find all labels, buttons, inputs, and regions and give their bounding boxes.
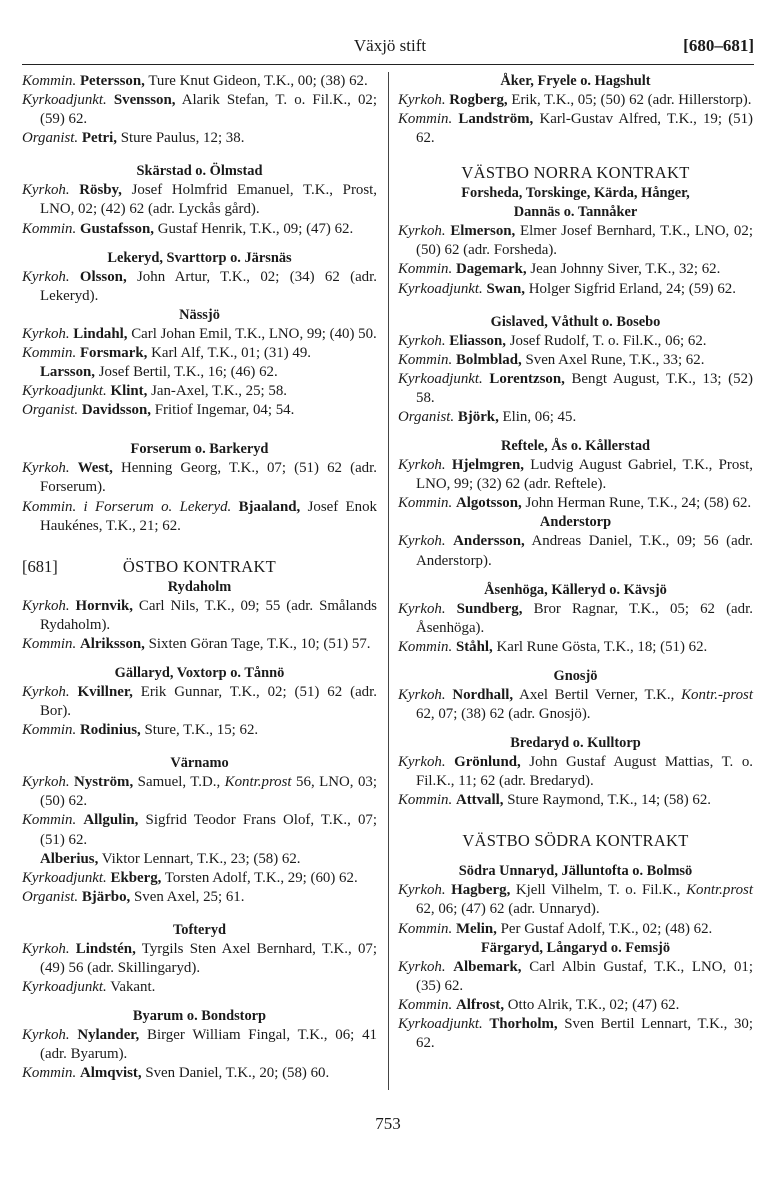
entry: Kommin. Melin, Per Gustaf Adolf, T.K., 02; (48) 62.: [398, 920, 713, 937]
entry: Organist. Petri, Sture Paulus, 12; 38.: [22, 130, 245, 147]
entry: Kyrkoadjunkt. Svensson, Alarik Stefan, T. o. Fil.K., 02; (59) 62.: [22, 92, 377, 128]
entry: Kyrkoh. West, Henning Georg, T.K., 07; (51) 62 (adr. Forserum).: [22, 460, 377, 496]
entry: Kyrkoadjunkt. Klint, Jan-Axel, T.K., 25; 58.: [22, 383, 288, 400]
deanery-heading: [22, 556, 377, 578]
deanery-title: ÖSTBO KONTRAKT: [122, 556, 277, 576]
entry: Kommin. Ståhl, Karl Rune Gösta, T.K., 18; (51) 62.: [398, 638, 708, 655]
entry: Kommin. Attvall, Sture Raymond, T.K., 14; (58) 62.: [398, 792, 711, 809]
parish-heading: Skärstad o. Ölmstad: [136, 163, 263, 180]
entry: Kyrkoh. Nyström, Samuel, T.D., Kontr.prost 56, LNO, 03; (50) 62.: [22, 774, 377, 810]
parish-heading: Byarum o. Bondstorp: [132, 1008, 267, 1025]
parish-heading: Forsheda, Torskinge, Kärda, Hånger,: [461, 185, 690, 202]
parish-heading: Bredaryd o. Kulltorp: [510, 735, 641, 752]
entry: Kommin. Gustafsson, Gustaf Henrik, T.K., 09; (47) 62.: [22, 220, 354, 237]
entry: Larsson, Josef Bertil, T.K., 16; (46) 62.: [40, 364, 278, 381]
entry: Kommin. Dagemark, Jean Johnny Siver, T.K., 32; 62.: [398, 261, 721, 278]
parish-heading: Värnamo: [170, 755, 229, 772]
entry: Kyrkoadjunkt. Ekberg, Torsten Adolf, T.K., 29; (60) 62.: [22, 869, 358, 886]
entry: Kommin. Bolmblad, Sven Axel Rune, T.K., 33; 62.: [398, 351, 705, 368]
entry: Kyrkoh. Lindahl, Carl Johan Emil, T.K., LNO, 99; (40) 50.: [22, 325, 377, 342]
entry: Kommin. Algotsson, John Herman Rune, T.K., 24; (58) 62.: [398, 495, 752, 512]
entry: Kyrkoh. Rösby, Josef Holmfrid Emanuel, T.K., Prost, LNO, 02; (42) 62 (adr. Lyckås gård).: [22, 182, 377, 218]
entry: Kyrkoadjunkt. Vakant.: [22, 979, 156, 996]
parish-heading: Södra Unnaryd, Jälluntofta o. Bolmsö: [458, 863, 693, 880]
entry: Kyrkoh. Elmerson, Elmer Josef Bernhard, T.K., LNO, 02; (50) 62 (adr. Forsheda).: [398, 223, 753, 259]
running-header-title: Växjö stift: [353, 36, 427, 55]
column-divider: [388, 72, 389, 1090]
entry: Kommin. Rodinius, Sture, T.K., 15; 62.: [22, 722, 259, 739]
entry: Kyrkoh. Lindstén, Tyrgils Sten Axel Bernhard, T.K., 07; (49) 56 (adr. Skillingaryd).: [22, 940, 377, 976]
entry: Kommin. Landström, Karl-Gustav Alfred, T.K., 19; (51) 62.: [398, 111, 753, 147]
entry: Kommin. Alfrost, Otto Alrik, T.K., 02; (47) 62.: [398, 996, 680, 1013]
deanery-title: VÄSTBO SÖDRA KONTRAKT: [462, 831, 689, 851]
parish-heading: Anderstorp: [539, 514, 612, 531]
entry: Kyrkoh. Hjelmgren, Ludvig August Gabriel, T.K., Prost, LNO, 99; (32) 62 (adr. Reftele).: [398, 457, 753, 493]
parish-heading: Dannäs o. Tannåker: [513, 204, 638, 221]
entry: Kommin. Forsmark, Karl Alf, T.K., 01; (31) 49.: [22, 344, 312, 361]
parish-heading: Forserum o. Barkeryd: [130, 441, 269, 458]
entry: Kommin. i Forserum o. Lekeryd. Bjaaland, Josef Enok Haukénes, T.K., 21; 62.: [22, 498, 377, 534]
entry: Kommin. Almqvist, Sven Daniel, T.K., 20; (58) 60.: [22, 1065, 330, 1082]
entry: Kyrkoh. Albemark, Carl Albin Gustaf, T.K., LNO, 01; (35) 62.: [398, 958, 753, 994]
parish-heading: Reftele, Ås o. Kållerstad: [500, 438, 651, 455]
entry: Kyrkoh. Hagberg, Kjell Vilhelm, T. o. Fil.K., Kontr.prost 62, 06; (47) 62 (adr. Unnaryd).: [398, 882, 753, 918]
parish-heading: Tofteryd: [172, 921, 227, 938]
entry: Kommin. Petersson, Ture Knut Gideon, T.K., 00; (38) 62.: [22, 73, 368, 89]
left-column: [22, 72, 377, 1083]
entry: Kyrkoadjunkt. Swan, Holger Sigfrid Erland, 24; (59) 62.: [398, 280, 736, 297]
header-rule: [22, 64, 754, 65]
parish-heading: Rydaholm: [167, 578, 232, 595]
parish-heading: Åker, Fryele o. Hagshult: [500, 73, 651, 89]
entry: Kyrkoh. Grönlund, John Gustaf August Mattias, T. o. Fil.K., 11; 62 (adr. Bredaryd).: [398, 754, 753, 790]
parish-heading: Nässjö: [179, 306, 220, 323]
parish-heading: Färgaryd, Långaryd o. Femsjö: [480, 939, 671, 956]
entry: Kyrkoh. Nylander, Birger William Fingal, T.K., 06; 41 (adr. Byarum).: [22, 1027, 377, 1063]
parish-heading: Lekeryd, Svarttorp o. Järsnäs: [107, 249, 292, 266]
entry: Kommin. Allgulin, Sigfrid Teodor Frans Olof, T.K., 07; (51) 62.: [22, 812, 377, 848]
entry: Kyrkoh. Rogberg, Erik, T.K., 05; (50) 62 (adr. Hillerstorp).: [398, 92, 752, 108]
running-header-page-range: [680–681]: [683, 36, 754, 55]
page-marker: [681]: [22, 556, 58, 576]
right-column: [398, 72, 753, 1053]
entry: Kyrkoh. Nordhall, Axel Bertil Verner, T.K., Kontr.-prost 62, 07; (38) 62 (adr. Gnosjö).: [398, 686, 753, 722]
parish-heading: Gällaryd, Voxtorp o. Tånnö: [114, 664, 285, 681]
entry: Kyrkoh. Olsson, John Artur, T.K., 02; (34) 62 (adr. Lekeryd).: [22, 268, 377, 304]
parish-heading: Gislaved, Våthult o. Bosebo: [490, 313, 661, 330]
parish-heading: Gnosjö: [553, 667, 598, 684]
deanery-title: VÄSTBO NORRA KONTRAKT: [461, 163, 690, 183]
entry: Kyrkoadjunkt. Lorentzson, Bengt August, T.K., 13; (52) 58.: [398, 370, 753, 406]
entry: Organist. Bjärbo, Sven Axel, 25; 61.: [22, 888, 245, 905]
entry: Alberius, Viktor Lennart, T.K., 23; (58) 62.: [40, 850, 301, 867]
entry: Kyrkoh. Sundberg, Bror Ragnar, T.K., 05; 62 (adr. Åsenhöga).: [398, 600, 753, 636]
entry: Organist. Davidsson, Fritiof Ingemar, 04; 54.: [22, 402, 295, 419]
entry: Organist. Björk, Elin, 06; 45.: [398, 409, 577, 426]
entry: Kyrkoadjunkt. Thorholm, Sven Bertil Lennart, T.K., 30; 62.: [398, 1015, 753, 1051]
entry: Kommin. Alriksson, Sixten Göran Tage, T.K., 10; (51) 57.: [22, 635, 371, 652]
entry: Kyrkoh. Hornvik, Carl Nils, T.K., 09; 55 (adr. Smålands Rydaholm).: [22, 597, 377, 633]
parish-heading: Åsenhöga, Källeryd o. Kävsjö: [484, 581, 667, 598]
entry: Kyrkoh. Kvillner, Erik Gunnar, T.K., 02; (51) 62 (adr. Bor).: [22, 683, 377, 720]
entry: Kyrkoh. Andersson, Andreas Daniel, T.K., 09; 56 (adr. Anderstorp).: [398, 533, 753, 569]
entry: Kyrkoh. Eliasson, Josef Rudolf, T. o. Fil.K., 06; 62.: [398, 332, 707, 349]
page-number: 753: [375, 1114, 401, 1133]
